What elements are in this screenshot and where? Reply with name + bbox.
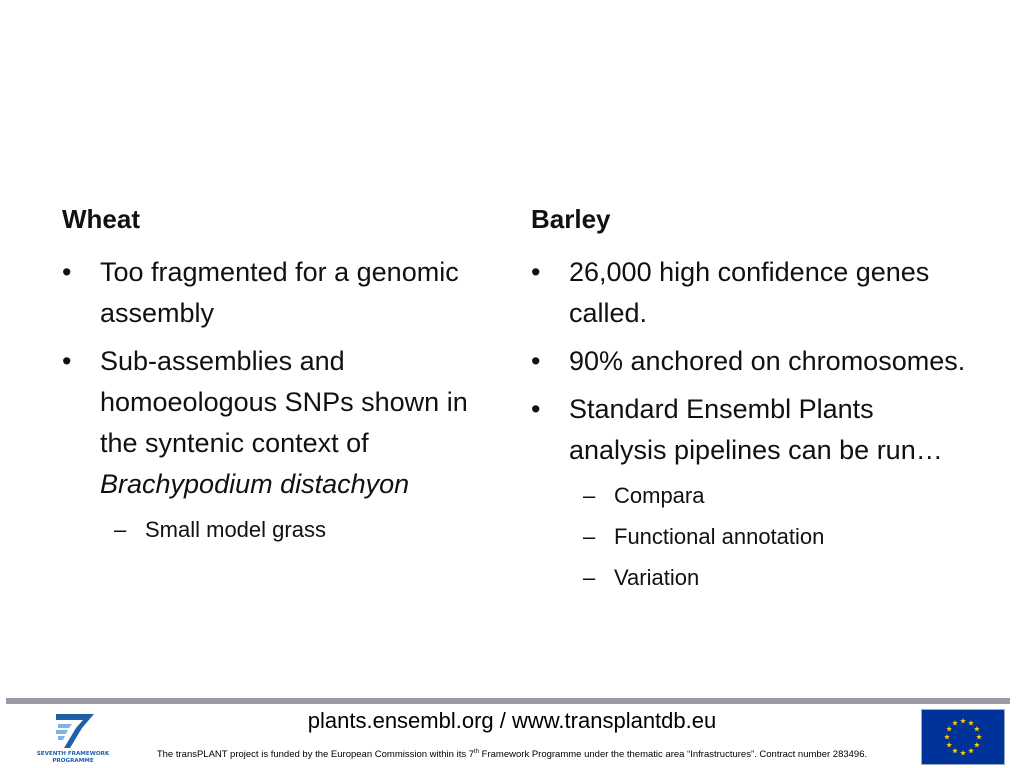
- list-item: [531, 389, 971, 593]
- bullet-icon: •: [62, 346, 72, 376]
- funding-ordinal-suffix: th: [474, 749, 480, 755]
- left-column: [62, 200, 502, 556]
- fp7-logo-line1: SEVENTH FRAMEWORK: [36, 751, 110, 757]
- bullet-icon: •: [531, 257, 541, 287]
- bullet-icon: •: [531, 394, 541, 424]
- dash-icon: –: [114, 517, 127, 542]
- list-item: [62, 252, 502, 334]
- eu-flag-icon: [922, 710, 1004, 764]
- eu-star-icon: [974, 726, 980, 731]
- eu-star-icon: [974, 742, 980, 747]
- sub-bullet-text: Compara: [614, 483, 705, 508]
- bullet-text: Standard Ensembl Plants analysis pipelines can be run…: [569, 394, 943, 465]
- bullet-text: 90% anchored on chromosomes.: [569, 346, 966, 376]
- list-item: [531, 252, 971, 334]
- funding-text-part1: The transPLANT project is funded by the European Commission within its 7: [156, 749, 475, 761]
- fp7-logo-line2: PROGRAMME: [52, 758, 94, 764]
- wheat-heading: Wheat: [62, 204, 140, 234]
- footer-divider: [6, 698, 1010, 704]
- bullet-text: 26,000 high confidence genes called.: [569, 257, 930, 328]
- eu-star-icon: [946, 726, 952, 731]
- bullet-icon: •: [531, 346, 541, 376]
- funding-statement: [0, 745, 1024, 762]
- bullet-icon: •: [62, 257, 72, 287]
- list-item: [62, 341, 502, 545]
- eu-star-icon: [952, 720, 958, 725]
- dash-icon: –: [583, 524, 596, 549]
- wheat-bullet-list: [62, 252, 502, 545]
- eu-star-icon: [976, 734, 982, 739]
- eu-star-icon: [946, 742, 952, 747]
- list-item: [569, 481, 971, 511]
- eu-star-icon: [960, 718, 966, 723]
- eu-star-icon: [952, 748, 958, 753]
- eu-star-icon: [944, 734, 950, 739]
- right-column: [531, 200, 971, 604]
- dash-icon: –: [583, 565, 596, 590]
- list-item: [100, 515, 502, 545]
- sub-bullet-text: Small model grass: [145, 517, 326, 542]
- eu-star-icon: [960, 750, 966, 755]
- dash-icon: –: [583, 483, 596, 508]
- barley-sub-list: [569, 481, 971, 593]
- eu-star-icon: [968, 748, 974, 753]
- footer-url-text: plants.ensembl.org / www.transplantdb.eu: [307, 708, 717, 733]
- funding-text-part2: Framework Programme under the thematic area “Infrastructures”. Contract number 283496.: [479, 749, 868, 761]
- sub-bullet-text: Variation: [614, 565, 700, 590]
- wheat-sub-list: [100, 515, 502, 545]
- list-item: [569, 563, 971, 593]
- barley-heading: Barley: [531, 204, 611, 234]
- list-item: [569, 522, 971, 552]
- species-name: Brachypodium distachyon: [100, 469, 410, 499]
- barley-bullet-list: [531, 252, 971, 593]
- sub-bullet-text: Functional annotation: [614, 524, 825, 549]
- bullet-text: Too fragmented for a genomic assembly: [100, 257, 459, 328]
- list-item: [531, 341, 971, 382]
- eu-star-icon: [968, 720, 974, 725]
- bullet-text: Sub-assemblies and homoeologous SNPs shown in the syntenic context of: [100, 346, 468, 458]
